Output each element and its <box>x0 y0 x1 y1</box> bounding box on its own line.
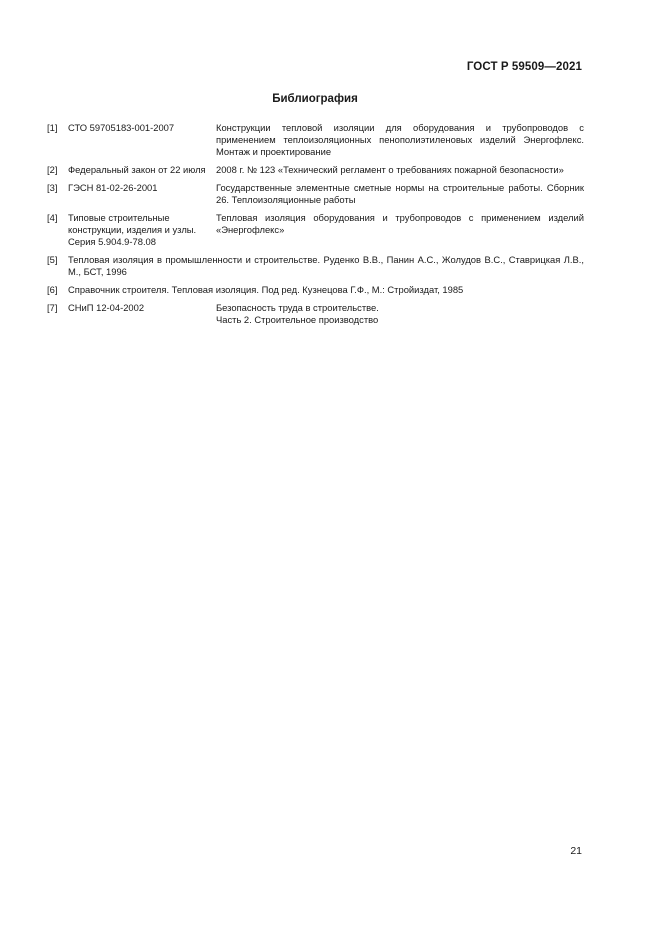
entry-number: [6] <box>47 284 58 295</box>
entry-number: [4] <box>47 212 58 223</box>
bibliography-entry-4 <box>47 212 584 248</box>
entry-description: 2008 г. № 123 «Технический регламент о требованиях пожарной безопасности» <box>216 164 564 175</box>
bibliography-list <box>47 122 584 332</box>
document-code-header: ГОСТ Р 59509—2021 <box>466 61 582 73</box>
entry-text: Справочник строителя. Тепловая изоляция. Под ред. Кузнецова Г.Ф., М.: Стройиздат, 1985 <box>68 284 464 295</box>
bibliography-entry-7 <box>47 302 584 326</box>
bibliography-entry-5 <box>47 254 584 278</box>
entry-text: Тепловая изоляция в промышленности и строительстве. Руденко В.В., Панин А.С., Жолудов В.С., Ставрицкая Л.В., М., БСТ, 1996 <box>68 254 584 277</box>
entry-description: Тепловая изоляция оборудования и трубопроводов с применением изделий «Энергофлекс» <box>216 212 584 235</box>
entry-number: [1] <box>47 122 58 133</box>
entry-description: Государственные элементные сметные нормы на строительные работы. Сборник 26. Теплоизоляционные работы <box>216 182 584 205</box>
bibliography-title: Библиография <box>272 93 358 105</box>
entry-number: [2] <box>47 164 58 175</box>
page-number: 21 <box>570 845 582 857</box>
entry-number: [3] <box>47 182 58 193</box>
bibliography-entry-3 <box>47 182 584 206</box>
entry-description-line: Часть 2. Строительное производство <box>216 314 379 325</box>
entry-description: Конструкции тепловой изоляции для оборудования и трубопроводов с применением теплоизоляционных пенополиэтиленовых изделий Энергофлекс. Монтаж и проектирование <box>216 122 584 157</box>
entry-source: СНиП 12-04-2002 <box>68 302 145 313</box>
entry-description <box>216 302 584 326</box>
entry-number: [5] <box>47 254 58 265</box>
entry-description-line: Безопасность труда в строительстве. <box>216 302 379 313</box>
entry-source: Типовые строительные конструкции, изделия и узлы. Серия 5.904.9-78.08 <box>68 212 197 247</box>
entry-source: Федеральный закон от 22 июля <box>68 164 206 175</box>
entry-source: ГЭСН 81-02-26-2001 <box>68 182 158 193</box>
bibliography-entry-6 <box>47 284 584 296</box>
entry-number: [7] <box>47 302 58 313</box>
bibliography-entry-2 <box>47 164 584 176</box>
entry-source: СТО 59705183-001-2007 <box>68 122 175 133</box>
bibliography-entry-1 <box>47 122 584 158</box>
